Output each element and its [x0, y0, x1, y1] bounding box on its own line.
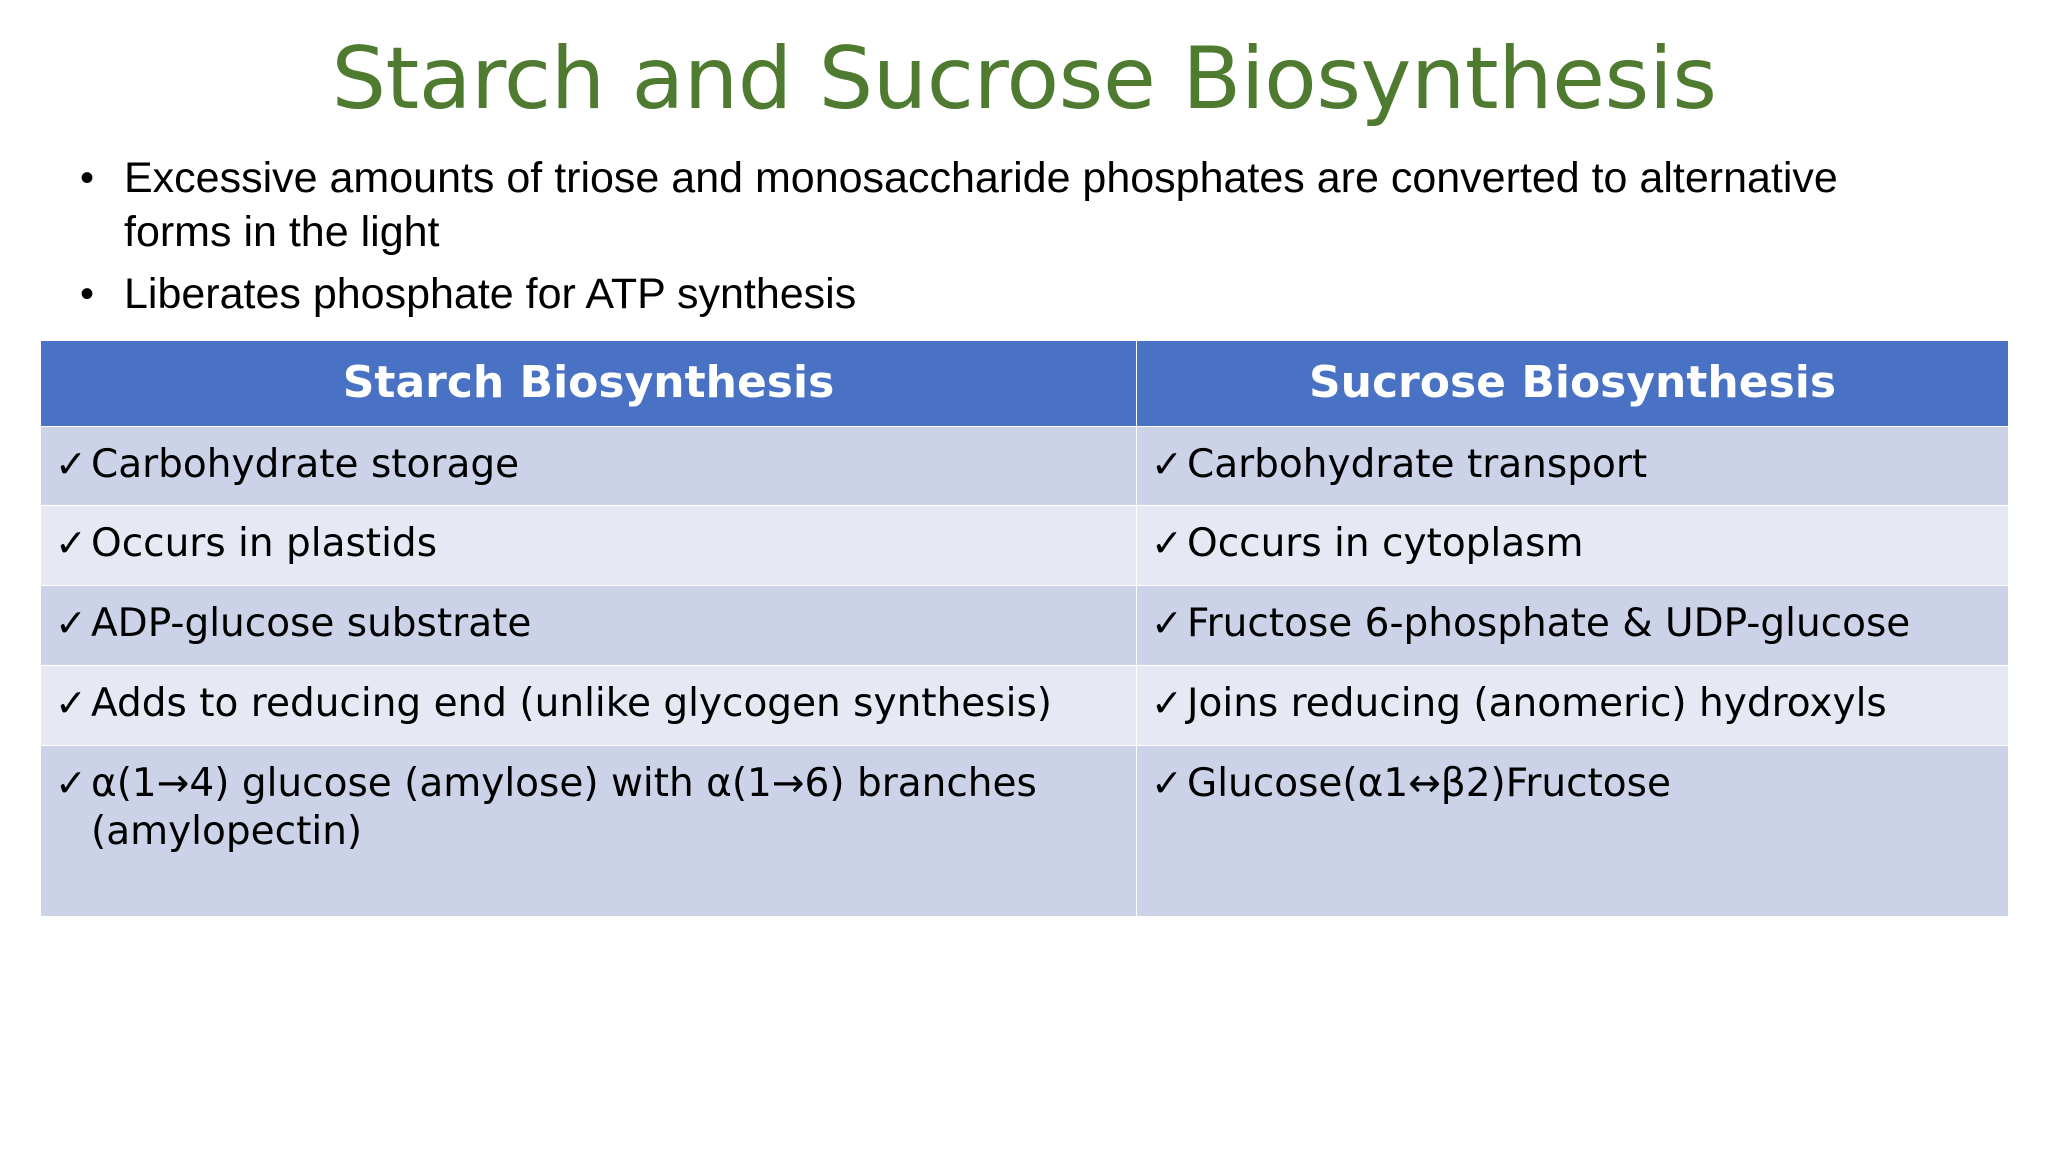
cell-text: Joins reducing (anomeric) hydroxyls — [1187, 680, 1887, 726]
table-cell-sucrose — [1137, 426, 2009, 506]
table-cell-starch — [41, 426, 1137, 506]
table-row — [41, 745, 2009, 916]
cell-text: Carbohydrate transport — [1187, 441, 1648, 487]
page-title: Starch and Sucrose Biosynthesis — [331, 29, 1717, 129]
cell-text: Occurs in cytoplasm — [1187, 521, 1584, 567]
cell-text: Occurs in plastids — [91, 521, 438, 567]
check-icon: ✓ — [1151, 601, 1183, 646]
table-header-row — [41, 340, 2009, 426]
cell-text: Glucose(α1↔β2)Fructose — [1187, 760, 1671, 806]
check-icon: ✓ — [55, 521, 87, 566]
check-icon: ✓ — [55, 441, 87, 486]
table-cell-starch — [41, 665, 1137, 745]
list-item — [80, 152, 1988, 260]
bullet-marker-icon: • — [80, 156, 95, 201]
bullet-text: Excessive amounts of triose and monosaccharide phosphates are converted to alternative forms in the light — [124, 154, 1838, 257]
cell-text: Fructose 6-phosphate & UDP-glucose — [1187, 601, 1911, 647]
check-icon: ✓ — [1151, 760, 1183, 805]
table-row — [41, 586, 2009, 666]
cell-text: Adds to reducing end (unlike glycogen synthesis) — [91, 680, 1052, 726]
list-item — [80, 268, 1988, 322]
table-cell-sucrose — [1137, 665, 2009, 745]
check-icon: ✓ — [1151, 680, 1183, 725]
check-icon: ✓ — [55, 601, 87, 646]
table-row — [41, 665, 2009, 745]
bullet-marker-icon: • — [80, 271, 95, 316]
table-cell-sucrose — [1137, 745, 2009, 916]
table-cell-sucrose — [1137, 586, 2009, 666]
table-row — [41, 426, 2009, 506]
comparison-table — [40, 340, 2009, 917]
table-header-starch: Starch Biosynthesis — [41, 340, 1137, 426]
bullet-list — [0, 152, 2048, 321]
check-icon: ✓ — [1151, 441, 1183, 486]
table-header-sucrose: Sucrose Biosynthesis — [1137, 340, 2009, 426]
check-icon: ✓ — [1151, 521, 1183, 566]
table-cell-starch — [41, 586, 1137, 666]
cell-text: α(1→4) glucose (amylose) with α(1→6) branches (amylopectin) — [91, 760, 1037, 855]
table-cell-sucrose — [1137, 506, 2009, 586]
cell-text: ADP-glucose substrate — [91, 601, 532, 647]
cell-text: Carbohydrate storage — [91, 441, 520, 487]
table-row — [41, 506, 2009, 586]
table-cell-starch — [41, 745, 1137, 916]
bullet-text: Liberates phosphate for ATP synthesis — [124, 269, 857, 318]
check-icon: ✓ — [55, 680, 87, 725]
table-cell-starch — [41, 506, 1137, 586]
check-icon: ✓ — [55, 760, 87, 805]
